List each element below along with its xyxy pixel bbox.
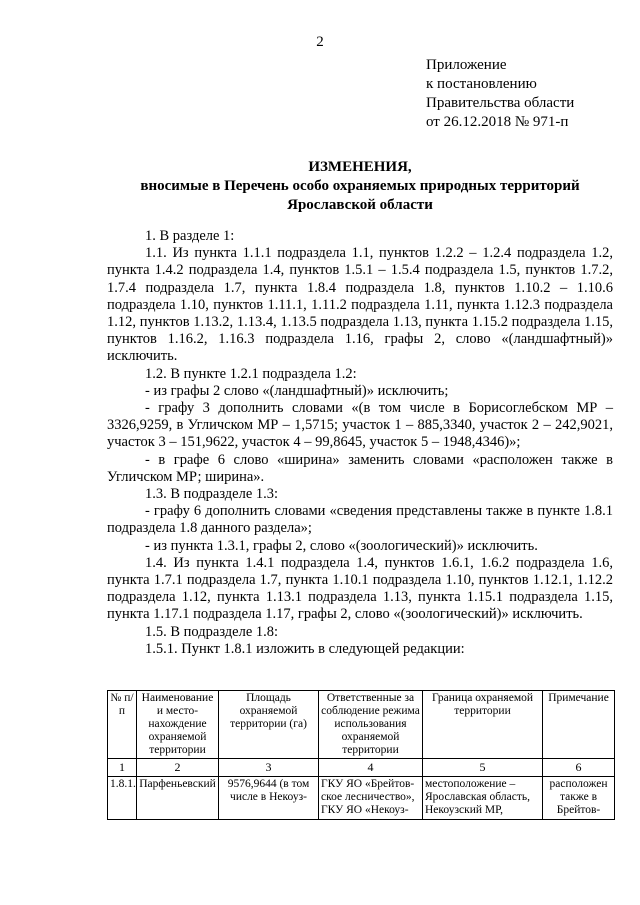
paragraph: 1.5.1. Пункт 1.8.1 изложить в следующей редакции: <box>145 640 465 657</box>
header-cell-area: Площадь охраняемой территории (га) <box>219 691 319 759</box>
paragraph: 1.4. Из пункта 1.4.1 подраздела 1.4, пунктов 1.6.1, 1.6.2 подраздела 1.6, пункта 1.7.1 подраздела 1.7, пункта 1.10.1 подраздела 1.10, пунктов 1.12.1, 1.12.2 подраздела 1.12, пункта 1.13.1 подраздела 1.13, пункта 1.15.1 подраздела 1.15, пункта 1.17.1 подраздела 1.17, графы 2, слово «(зоологический)» исключить. <box>107 554 613 623</box>
paragraph: - в графе 6 слово «ширина» заменить словами «расположен также в Угличском МР; ширина». <box>107 451 613 485</box>
page-number: 2 <box>316 34 324 50</box>
appendix-line: Правительства области <box>426 95 575 111</box>
document-heading <box>80 158 640 215</box>
table-row <box>108 777 615 820</box>
header-cell-number: № п/п <box>108 691 137 759</box>
header-cell-name: Наименование и место-нахождение охраняемой территории <box>137 691 219 759</box>
header-cell-boundary: Граница охраняемой территории <box>423 691 543 759</box>
row-number: 1.8.1. <box>108 777 137 820</box>
paragraph: - графу 6 дополнить словами «сведения представлены также в пункте 1.8.1 подраздела 1.8 данного раздела»; <box>107 503 613 537</box>
appendix-line: от 26.12.2018 № 971-п <box>426 114 569 130</box>
column-number: 6 <box>543 759 615 777</box>
heading-subtitle: вносимые в Перечень особо охраняемых природных территорий <box>140 178 580 194</box>
column-number: 1 <box>108 759 137 777</box>
paragraph: - графу 3 дополнить словами «(в том числе в Борисоглебском МР – 3326,9259, в Угличском МР – 1,5715; участок 1 – 885,3340, участок 2 – 242,9021, участок 3 – 151,9622, участок 4 – 99,8645, участок 5 – 1948,4346)»; <box>107 400 613 451</box>
paragraph: 1.1. Из пункта 1.1.1 подраздела 1.1, пунктов 1.2.2 – 1.2.4 подраздела 1.2, пункта 1.4.2 подраздела 1.4, пунктов 1.5.1 – 1.5.4 подраздела 1.5, пунктов 1.7.2, 1.7.4 подраздела 1.7, пункта 1.8.4 подраздела 1.8, пунктов 1.10.2 – 1.10.6 подраздела 1.10, пунктов 1.11.1, 1.11.2 подраздела 1.11, пункта 1.12.3 подраздела 1.12, пунктов 1.13.2, 1.13.4, 1.13.5 подраздела 1.13, пункта 1.15.2 подраздела 1.15, пунктов 1.16.2, 1.16.3 подраздела 1.16, графы 2, слово «(ландшафтный)» исключить. <box>107 245 613 365</box>
table-header-row <box>108 691 615 759</box>
document-body <box>107 228 613 658</box>
paragraph: 1. В разделе 1: <box>145 228 235 244</box>
appendix-note <box>426 56 574 132</box>
row-boundary: местоположение – Ярославская область, Некоузский МР, <box>423 777 543 820</box>
appendix-line: Приложение <box>426 57 507 73</box>
column-number: 3 <box>219 759 319 777</box>
header-cell-responsible: Ответственные за соблюдение режима использования охраняемой территории <box>319 691 423 759</box>
row-note: расположен также в Брейтов- <box>543 777 615 820</box>
column-number: 5 <box>423 759 543 777</box>
heading-region: Ярославской области <box>287 197 433 213</box>
paragraph: 1.2. В пункте 1.2.1 подраздела 1.2: <box>145 365 357 382</box>
paragraph: 1.5. В подразделе 1.8: <box>145 623 279 640</box>
row-name: Парфеньевский <box>137 777 219 820</box>
column-number: 4 <box>319 759 423 777</box>
column-number: 2 <box>137 759 219 777</box>
row-responsible: ГКУ ЯО «Брейтов-ское лесничество», ГКУ ЯО «Некоуз- <box>319 777 423 820</box>
paragraph: - из пункта 1.3.1, графы 2, слово «(зоологический)» исключить. <box>145 537 538 554</box>
paragraph: 1.3. В подразделе 1.3: <box>145 486 279 503</box>
row-area: 9576,9644 (в том числе в Некоуз- <box>219 777 319 820</box>
heading-title: ИЗМЕНЕНИЯ, <box>308 159 412 175</box>
column-number-row <box>108 759 615 777</box>
protected-areas-table <box>107 690 615 820</box>
appendix-line: к постановлению <box>426 76 537 92</box>
header-cell-note: Примечание <box>543 691 615 759</box>
paragraph: - из графы 2 слово «(ландшафтный)» исключить; <box>145 382 449 399</box>
